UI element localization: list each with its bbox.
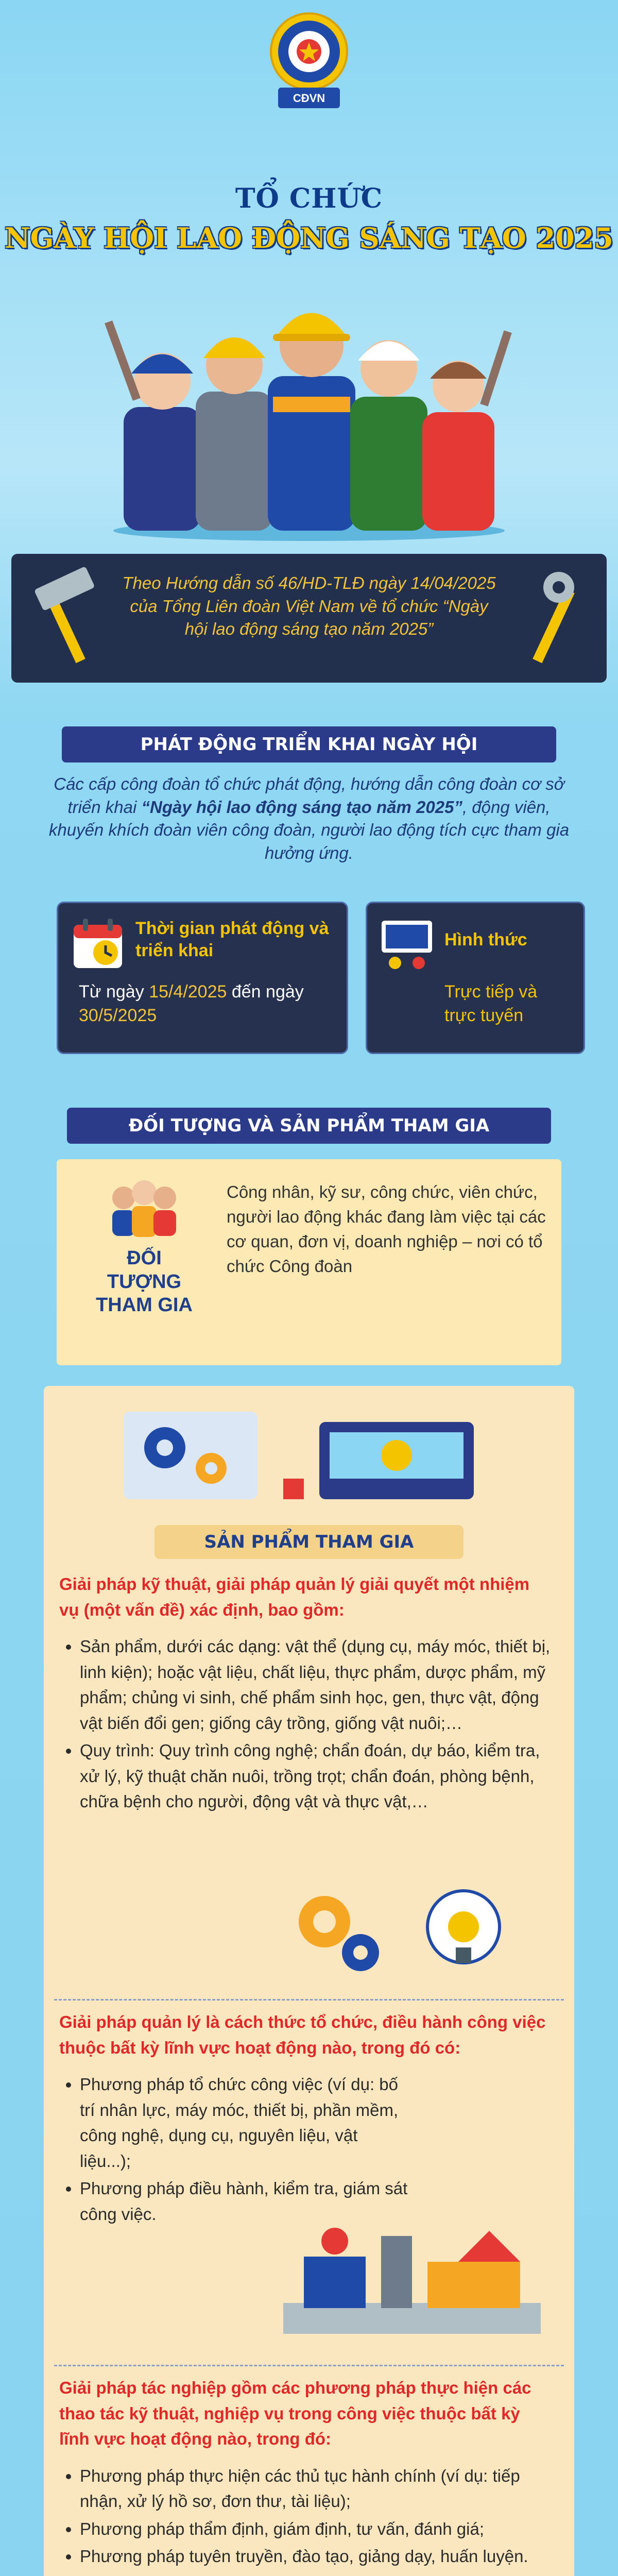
time-from-label: Từ ngày (79, 982, 149, 1002)
time-value (79, 980, 326, 1028)
list-item: • Sản phẩm, dưới các dạng: vật thể (dụng cụ, máy móc, thiết bị, linh kiện); hoặc vật liệu, chất liệu, thực phẩm, dược phẩm, mỹ phẩm; chủng vi sinh, chế phẩm sinh học, gen, thực vật, động vật biến đổi gen; giống cây trồng, giống vật nuôi;… (80, 1634, 554, 1736)
time-end-date: 30/5/2025 (79, 1005, 157, 1025)
section3-title: Giải pháp tác nghiệp gồm các phương pháp thực hiện các thao tác kỹ thuật, nghiệp vụ trong công việc thuộc bất kỳ lĩnh vực hoạt động nào, trong đó: (59, 2378, 531, 2448)
time-card (57, 902, 348, 1054)
union-logo-icon (268, 10, 350, 113)
divider (54, 2365, 564, 2366)
wrench-icon (510, 567, 597, 670)
page-title-line2: NGÀY HỘI LAO ĐỘNG SÁNG TẠO 2025 (5, 222, 613, 255)
guide-text: Theo Hướng dẫn số 46/HD-TLĐ ngày 14/04/2025 của Tổng Liên đoàn Việt Nam về tổ chức “Ngày hội lao động sáng tạo năm 2025” (122, 573, 496, 639)
launch-intro (46, 773, 572, 865)
section1-title: Giải pháp kỹ thuật, giải pháp quản lý giải quyết một nhiệm vụ (một vấn đề) xác định, bao gồm: (59, 1574, 530, 1619)
page-title-line1: TỔ CHỨC (235, 183, 383, 214)
time-start-date: 15/4/2025 (149, 982, 227, 1002)
list-item: • Phương pháp thẩm định, giám định, tư vấn, đánh giá; (80, 2516, 554, 2542)
form-card (366, 902, 585, 1054)
intro-text: Các cấp công đoàn tổ chức phát động, hướng dẫn công đoàn cơ sở triển khai (54, 774, 564, 817)
launch-banner: PHÁT ĐỘNG TRIỂN KHAI NGÀY HỘI (62, 726, 556, 762)
form-title: Hình thức (444, 930, 527, 950)
participants-label: ĐỐI TƯỢNG THAM GIA (96, 1247, 193, 1316)
participants-text: Công nhân, kỹ sư, công chức, viên chức, người lao động khác đang làm việc tại các cơ quan, đơn vị, doanh nghiệp – nơi có tổ chức Công đoàn (227, 1182, 546, 1276)
calendar-icon (70, 916, 126, 972)
list-item: • Quy trình: Quy trình công nghệ; chẩn đoán, dự báo, kiểm tra, xử lý, kỹ thuật chăn nuôi, trồng trọt; chẩn đoán, phòng bệnh, chữa bệnh cho người, động vật và thực vật,… (80, 1738, 554, 1815)
product-section-2 (59, 2009, 554, 2229)
group-people-icon (103, 1177, 185, 1239)
section2-title: Giải pháp quản lý là cách thức tổ chức, điều hành công việc thuộc bất kỳ lĩnh vực hoạt động nào, trong đó có: (59, 2012, 546, 2057)
logo-text: CĐVN (293, 92, 325, 105)
subjects-banner: ĐỐI TƯỢNG VÀ SẢN PHẨM THAM GIA (67, 1108, 551, 1144)
list-item: • Phương pháp thực hiện các thủ tục hành chính (ví dụ: tiếp nhận, xử lý hồ sơ, đơn thư, tài liệu); (80, 2463, 554, 2514)
workers-illustration (103, 273, 515, 541)
innovation-illustration (103, 1391, 515, 1515)
intro-text-end: , động viên, khuyến khích đoàn viên công đoàn, người lao động tích cực tham gia hưởng ứng. (48, 797, 570, 862)
product-section-3 (59, 2375, 554, 2571)
list-item: • Phương pháp tổ chức công việc (ví dụ: bố trí nhân lực, máy móc, thiết bị, phần mềm, công nghệ, dụng cụ, nguyên liệu, vật liệu...); (80, 2072, 409, 2174)
product-section-1 (59, 1571, 554, 1817)
divider (54, 1999, 564, 2001)
products-banner: SẢN PHẨM THAM GIA (154, 1525, 464, 1559)
gears-lightbulb-icon (258, 1875, 546, 1989)
conference-icon (379, 916, 435, 972)
list-item: • Phương pháp điều hành, kiểm tra, giám sát công việc. (80, 2176, 409, 2227)
list-item: • Phương pháp tuyên truyền, đào tạo, giảng dạy, huấn luyện. (80, 2544, 554, 2569)
form-value: Trực tiếp và trực tuyến (444, 982, 538, 1025)
hammer-icon (21, 567, 108, 670)
time-title: Thời gian phát động và triển khai (135, 919, 329, 960)
intro-highlight: “Ngày hội lao động sáng tạo năm 2025” (141, 797, 462, 817)
factory-illustration (273, 2200, 551, 2344)
time-to-label: đến ngày (227, 982, 304, 1002)
